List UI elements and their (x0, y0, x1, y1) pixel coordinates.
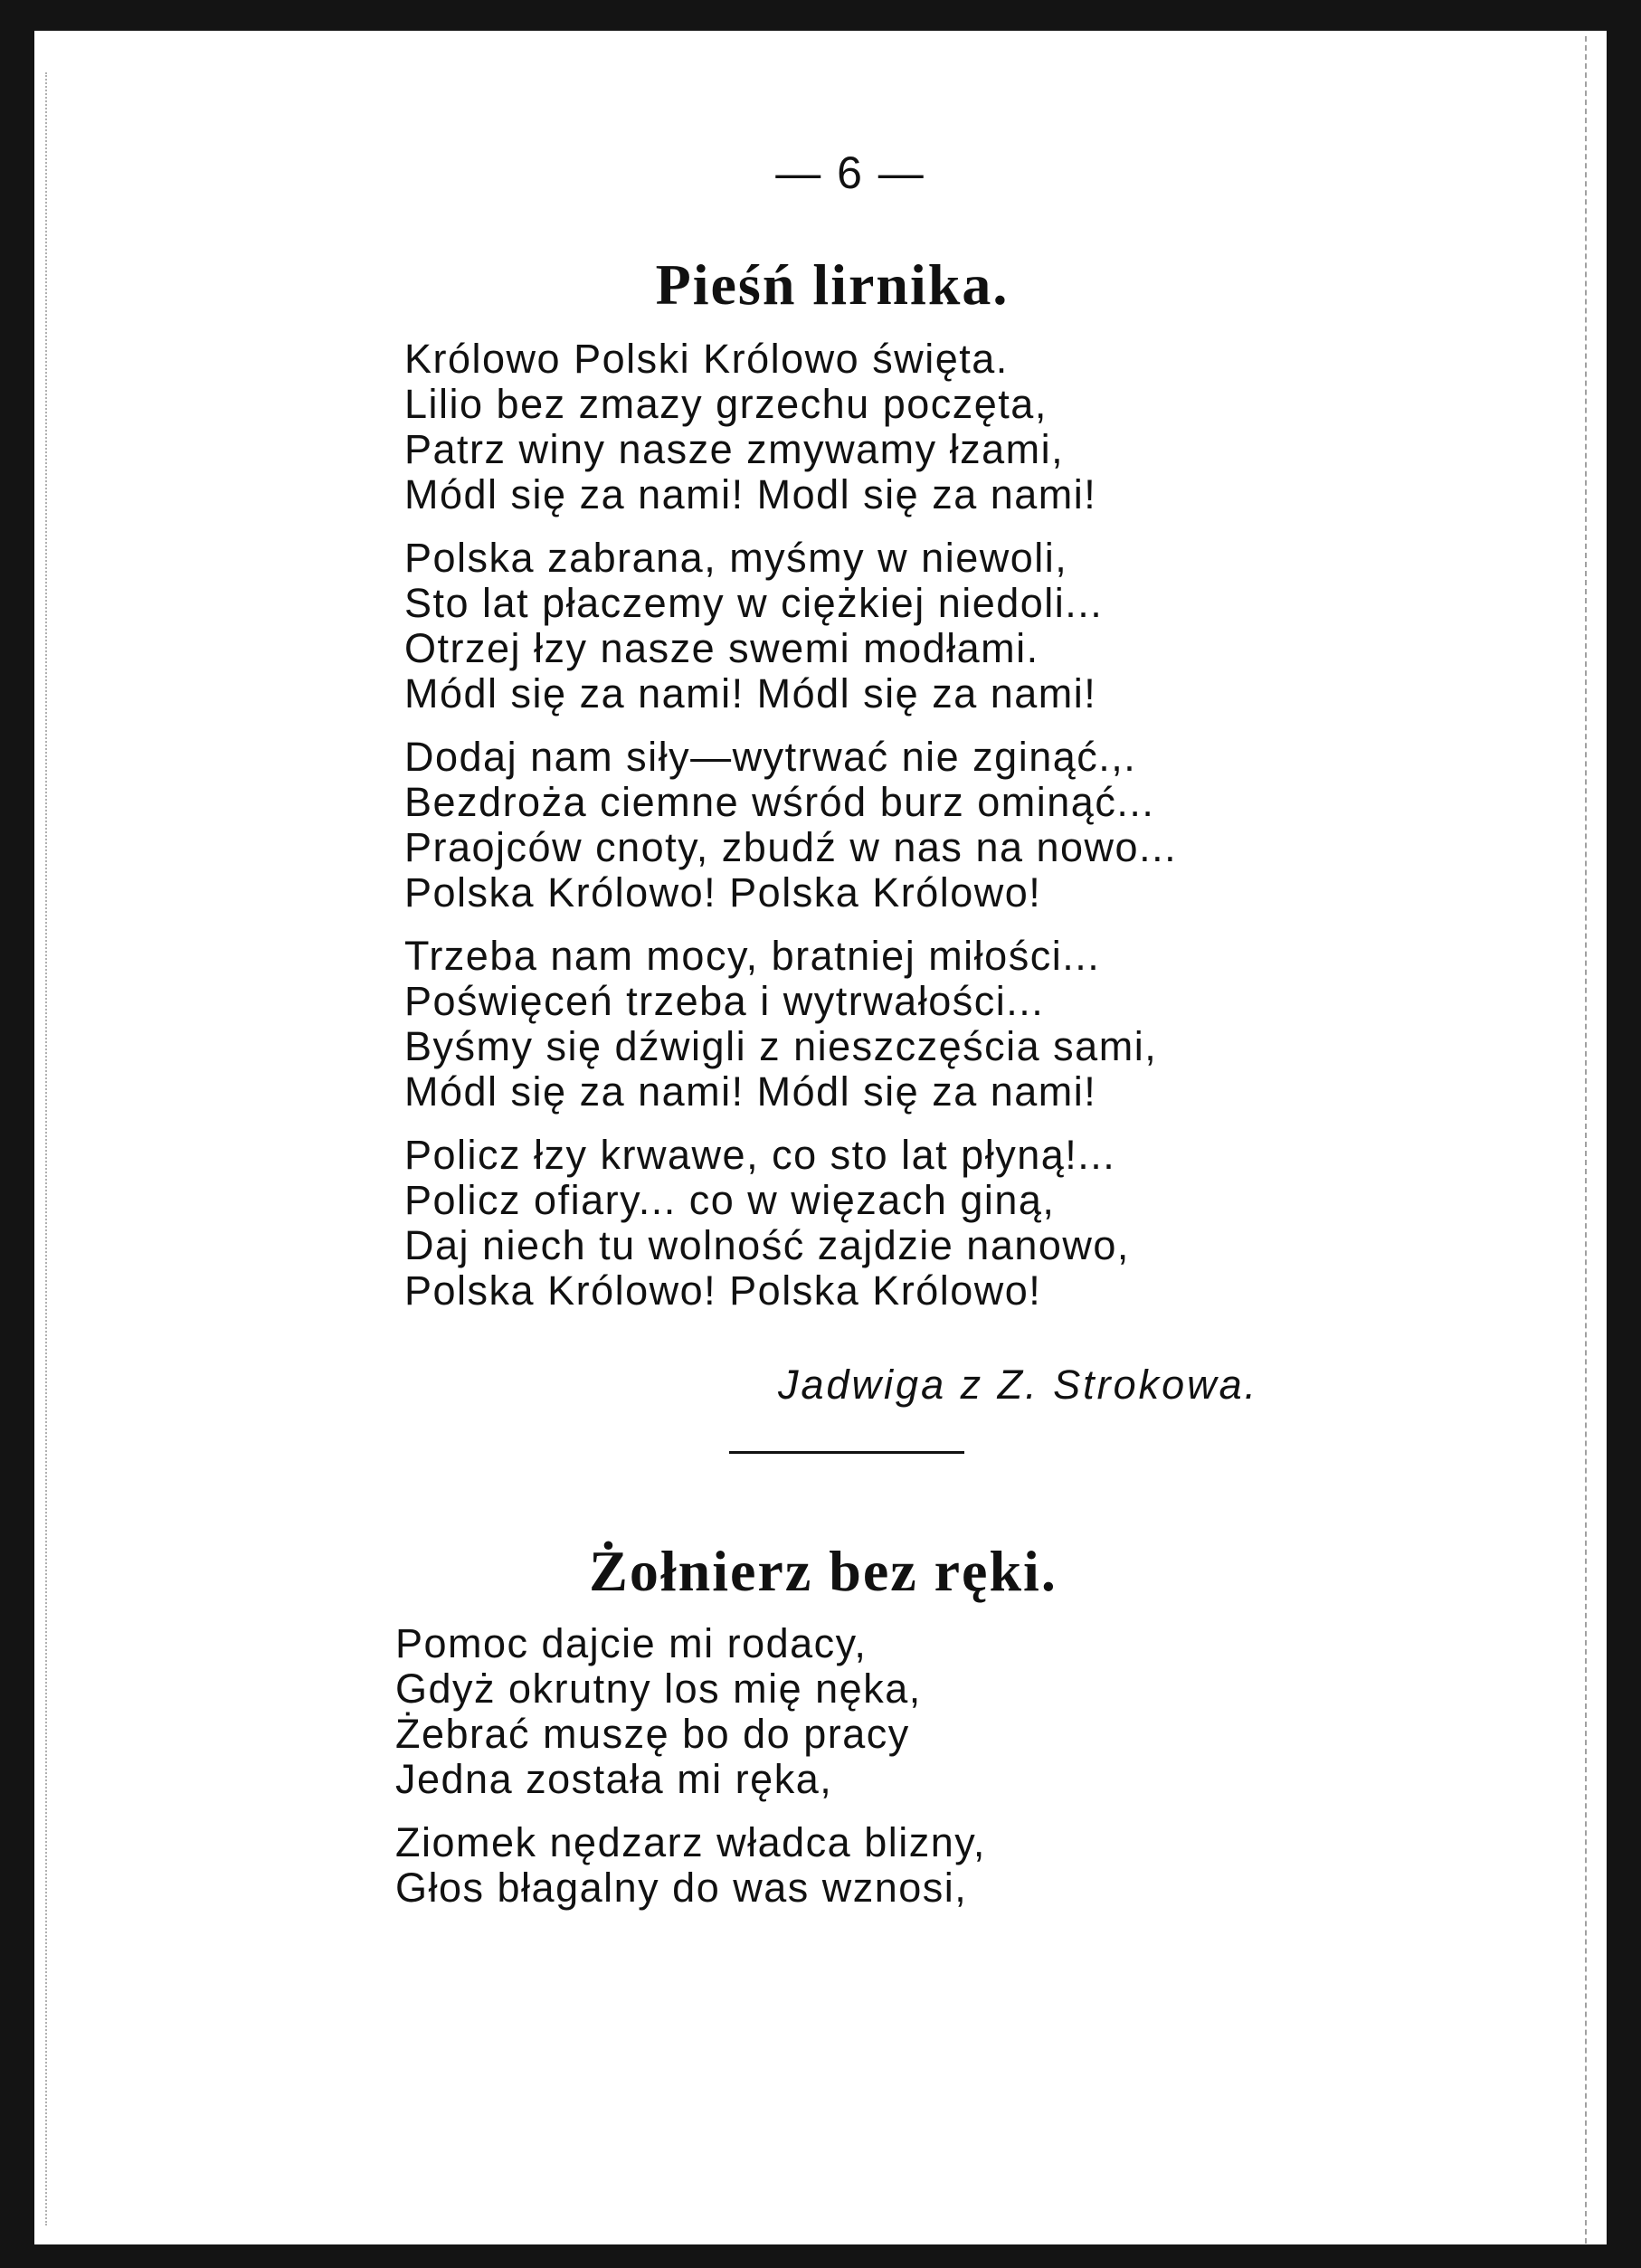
poem-line: Żebrać muszę bo do pracy (395, 1711, 910, 1757)
poem-line: Królowo Polski Królowo święta. (404, 336, 1009, 382)
poem-line: Jedna została mi ręka, (395, 1756, 833, 1802)
poem-line: Policz ofiary... co w więzach giną, (404, 1177, 1056, 1223)
poem-line: Polska zabrana, myśmy w niewoli, (404, 535, 1068, 581)
poem-line: Pomoc dajcie mi rodacy, (395, 1620, 868, 1666)
stanza-4 (404, 934, 1177, 1115)
stanza-5 (404, 1133, 1177, 1314)
poem-line: Trzeba nam mocy, bratniej miłości... (404, 933, 1101, 979)
poem-line: Polska Królowo! Polska Królowo! (404, 1267, 1042, 1314)
poem-title-zolnierz-bez-reki: Żołnierz bez ręki. (589, 1539, 1058, 1603)
poem-piesn-lirnika (404, 337, 1177, 1332)
poem-line: Policz łzy krwawe, co sto lat płyną!... (404, 1132, 1116, 1178)
poem-line: Patrz winy nasze zmywamy łzami, (404, 426, 1065, 472)
poem-line: Bezdroża ciemne wśród burz ominąć... (404, 779, 1155, 825)
stanza-1 (395, 1621, 986, 1802)
poem-line: Lilio bez zmazy grzechu poczęta, (404, 381, 1048, 427)
stanza-2 (404, 536, 1177, 716)
stanza-3 (404, 735, 1177, 916)
stanza-2 (395, 1820, 986, 1911)
poem-line: Gdyż okrutny los mię nęka, (395, 1665, 922, 1712)
poem-line: Poświęceń trzeba i wytrwałości... (404, 978, 1045, 1024)
section-divider (729, 1451, 964, 1454)
poem-line: Módl się za nami! Módl się za nami! (404, 1068, 1097, 1115)
poem-zolnierz-bez-reki (395, 1621, 986, 1929)
page-edge-left (45, 72, 54, 2225)
poem-line: Módl się za nami! Modl się za nami! (404, 471, 1097, 517)
poem-line: Módl się za nami! Módl się za nami! (404, 670, 1097, 716)
page-edge-right (1585, 36, 1596, 2244)
page-number: — 6 — (775, 147, 925, 198)
poem-line: Głos błagalny do was wznosi, (395, 1865, 968, 1911)
poem-line: Byśmy się dźwigli z nieszczęścia sami, (404, 1023, 1158, 1069)
poem-line: Dodaj nam siły—wytrwać nie zginąć.,. (404, 734, 1137, 780)
poem-line: Otrzej łzy nasze swemi modłami. (404, 625, 1039, 671)
poem-title-piesn-lirnika: Pieśń lirnika. (655, 252, 1010, 317)
poem-author: Jadwiga z Z. Strokowa. (778, 1362, 1259, 1408)
poem-line: Praojców cnoty, zbudź w nas na nowo... (404, 824, 1178, 870)
poem-line: Polska Królowo! Polska Królowo! (404, 869, 1042, 916)
poem-line: Ziomek nędzarz władca blizny, (395, 1819, 986, 1865)
stanza-1 (404, 337, 1177, 517)
poem-line: Daj niech tu wolność zajdzie nanowo, (404, 1222, 1130, 1268)
poem-line: Sto lat płaczemy w ciężkiej niedoli... (404, 580, 1104, 626)
